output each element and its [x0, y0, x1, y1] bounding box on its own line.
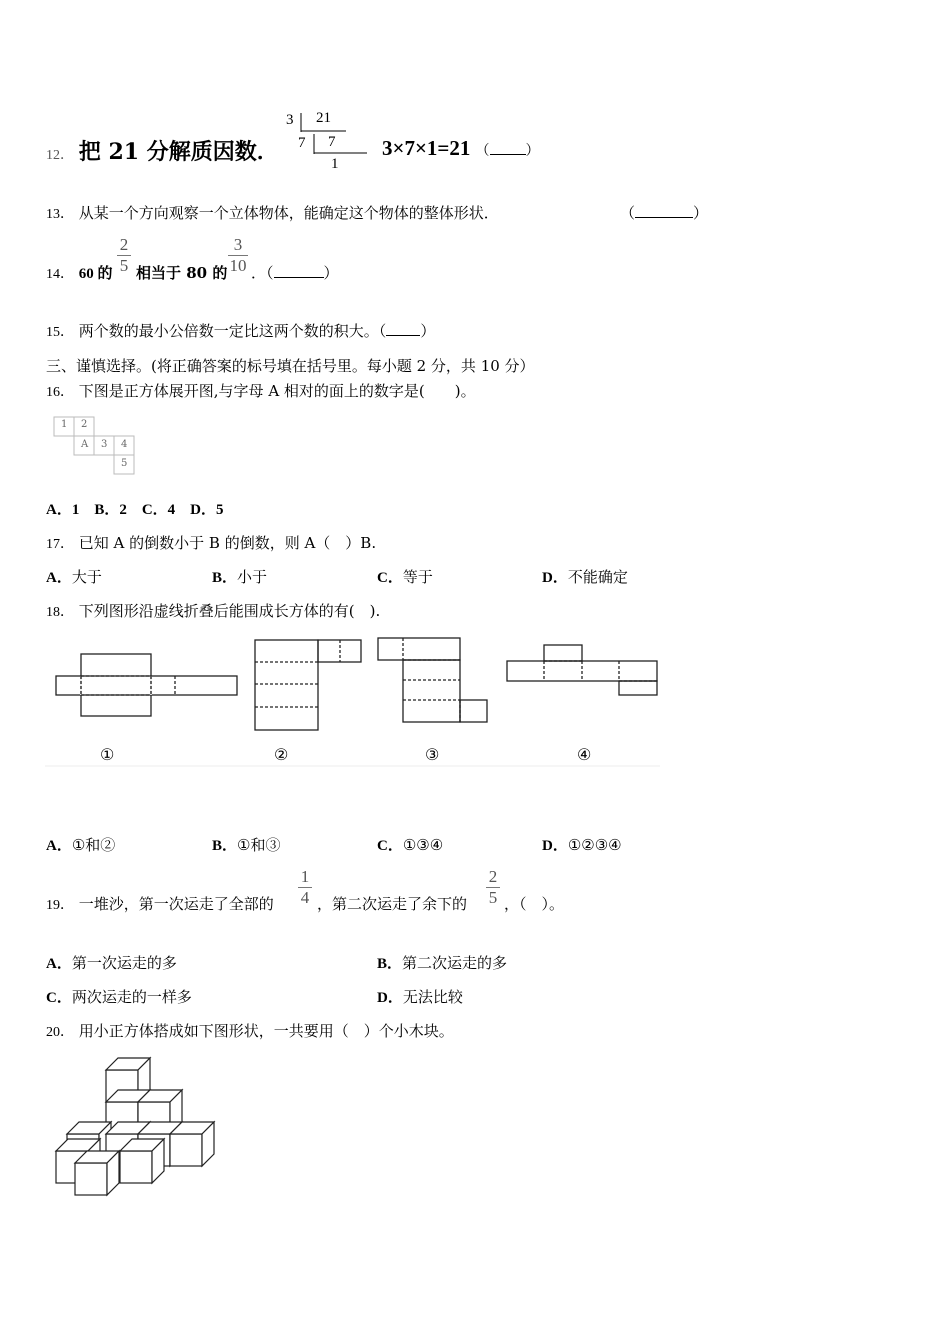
cube-net-figure	[53, 416, 143, 482]
net-cell-2: 2	[81, 419, 88, 430]
q20-text: 用小正方体搭成如下图形状，一共要用（ ）个小木块。	[78, 1022, 454, 1040]
box-nets-figure	[45, 630, 665, 770]
q17-option-a[interactable]	[46, 566, 102, 587]
q20	[46, 1020, 454, 1041]
net-cell-5: 5	[121, 458, 128, 469]
q18-b-label: ①和③	[237, 836, 281, 854]
div-bottom: 1	[331, 156, 339, 172]
division-lines	[284, 110, 374, 176]
q14-text-2: 相当于 80 的	[136, 264, 228, 282]
q17	[46, 532, 376, 553]
q19-option-c[interactable]	[46, 986, 192, 1007]
q18-d-key: D．	[542, 838, 568, 854]
q14-fraction-2	[228, 236, 248, 275]
q19-d-label: 无法比较	[402, 988, 463, 1006]
q12-formula: 3×7×1=21 （ ）	[382, 136, 540, 160]
q14-fraction-1	[117, 236, 131, 275]
q19-text-1: 一堆沙，第一次运走了全部的	[78, 895, 274, 913]
q18	[46, 600, 380, 621]
q17-a-key: A．	[46, 570, 72, 586]
q18-a-label: ①和②	[71, 836, 116, 854]
q17-a-label: 大于	[71, 568, 102, 586]
q19-d-key: D．	[377, 990, 403, 1006]
q19	[46, 893, 274, 914]
formula-text: 3×7×1=21	[382, 136, 471, 160]
q19-option-a[interactable]	[46, 952, 177, 973]
q19-c-key: C．	[46, 990, 72, 1006]
frac1-num: 2	[119, 235, 129, 254]
q19-fraction-2	[486, 868, 500, 907]
q18-b-key: B．	[212, 838, 238, 854]
div-left-2: 7	[298, 135, 306, 151]
q15-text: 两个数的最小公倍数一定比这两个数的积大。	[78, 322, 379, 340]
div-mid: 7	[328, 134, 336, 150]
q13-number: 13．	[46, 207, 74, 222]
q17-number: 17．	[46, 537, 74, 552]
q18-option-b[interactable]	[212, 834, 280, 855]
q17-text: 已知 A 的倒数小于 B 的倒数，则 A（ ）B.	[78, 534, 377, 552]
q18-a-key: A．	[46, 838, 72, 854]
q18-c-key: C．	[377, 838, 403, 854]
q15-answer-blank[interactable]	[386, 323, 420, 336]
q12-short-division	[284, 110, 374, 176]
frac2-den: 10	[229, 256, 247, 275]
q17-option-c[interactable]	[377, 566, 433, 587]
q19-text-2: ，第二次运走了余下的	[317, 895, 468, 913]
q18-c-label: ①③④	[402, 836, 444, 854]
q18-option-d[interactable]	[542, 834, 622, 855]
q19-option-d[interactable]	[377, 986, 463, 1007]
q18-number: 18．	[46, 605, 74, 620]
q19-b-label: 第二次运走的多	[402, 954, 508, 972]
q14-text-1: 60 的	[78, 266, 113, 282]
q17-d-key: D．	[542, 570, 568, 586]
frac1-den: 5	[119, 256, 129, 275]
net-cell-4: 4	[121, 439, 128, 450]
cube-stack-figure	[54, 1058, 224, 1203]
q17-b-key: B．	[212, 570, 238, 586]
q15-number: 15．	[46, 325, 74, 340]
q17-option-b[interactable]	[212, 566, 267, 587]
q15: 15． 两个数的最小公倍数一定比这两个数的积大。（ ）	[46, 322, 436, 340]
fig-label-4: ④	[577, 745, 592, 764]
q17-d-label: 不能确定	[567, 568, 628, 586]
q14-answer-blank[interactable]	[274, 265, 324, 278]
q13-paren: （ ）	[620, 204, 709, 222]
q19-fraction-1	[298, 868, 312, 907]
q19-c-label: 两次运走的一样多	[71, 988, 192, 1006]
q12-text: 把 21 分解质因数．	[78, 139, 279, 165]
q19-frac2-num: 2	[488, 867, 498, 886]
q17-c-key: C．	[377, 570, 403, 586]
q12-number: 12．	[46, 148, 74, 163]
q13-text: 从某一个方向观察一个立体物体，能确定这个物体的整体形状．	[78, 204, 499, 222]
net-cell-A: A	[81, 439, 89, 450]
div-top: 21	[316, 110, 331, 126]
q19-a-label: 第一次运走的多	[71, 954, 177, 972]
q14-period: ．	[251, 264, 267, 282]
q18-d-label: ①②③④	[567, 836, 622, 854]
q16-text: 下图是正方体展开图,与字母 A 相对的面上的数字是( )。	[78, 382, 476, 400]
q19-frac1-den: 4	[300, 888, 310, 907]
fig-label-3: ③	[425, 745, 440, 764]
net-cell-1: 1	[61, 419, 68, 430]
q18-option-a[interactable]	[46, 834, 115, 855]
q20-number: 20．	[46, 1025, 74, 1040]
q17-option-d[interactable]	[542, 566, 628, 587]
q16-options[interactable]: A．1 B．2 C．4 D．5	[46, 502, 224, 518]
q18-option-c[interactable]	[377, 834, 443, 855]
fig-label-1: ①	[100, 745, 115, 764]
q14	[46, 262, 113, 283]
q17-b-label: 小于	[237, 568, 268, 586]
q12-answer-blank[interactable]	[490, 142, 526, 155]
div-left-1: 3	[286, 112, 294, 128]
fig-label-2: ②	[274, 745, 289, 764]
q14-tail: ．（ ）	[251, 264, 339, 282]
q16-number: 16．	[46, 385, 74, 400]
q19-option-b[interactable]	[377, 952, 507, 973]
q17-c-label: 等于	[402, 568, 433, 586]
q19-frac1-num: 1	[300, 867, 310, 886]
q19-number: 19．	[46, 898, 74, 913]
q13	[46, 202, 499, 223]
q19-text-3: ，（ ）。	[504, 895, 565, 913]
q19-b-key: B．	[377, 956, 403, 972]
frac2-num: 3	[233, 235, 243, 254]
q13-answer-blank[interactable]	[635, 205, 693, 218]
net-cell-3: 3	[101, 439, 108, 450]
q19-a-key: A．	[46, 956, 72, 972]
q14-number: 14．	[46, 267, 74, 282]
q16	[46, 380, 476, 401]
q18-text: 下列图形沿虚线折叠后能围成长方体的有( ).	[78, 602, 381, 620]
q12	[46, 135, 279, 166]
q19-frac2-den: 5	[488, 888, 498, 907]
section-3-heading: 三、谨慎选择。(将正确答案的标号填在括号里。每小题 2 分，共 10 分）	[46, 357, 535, 375]
